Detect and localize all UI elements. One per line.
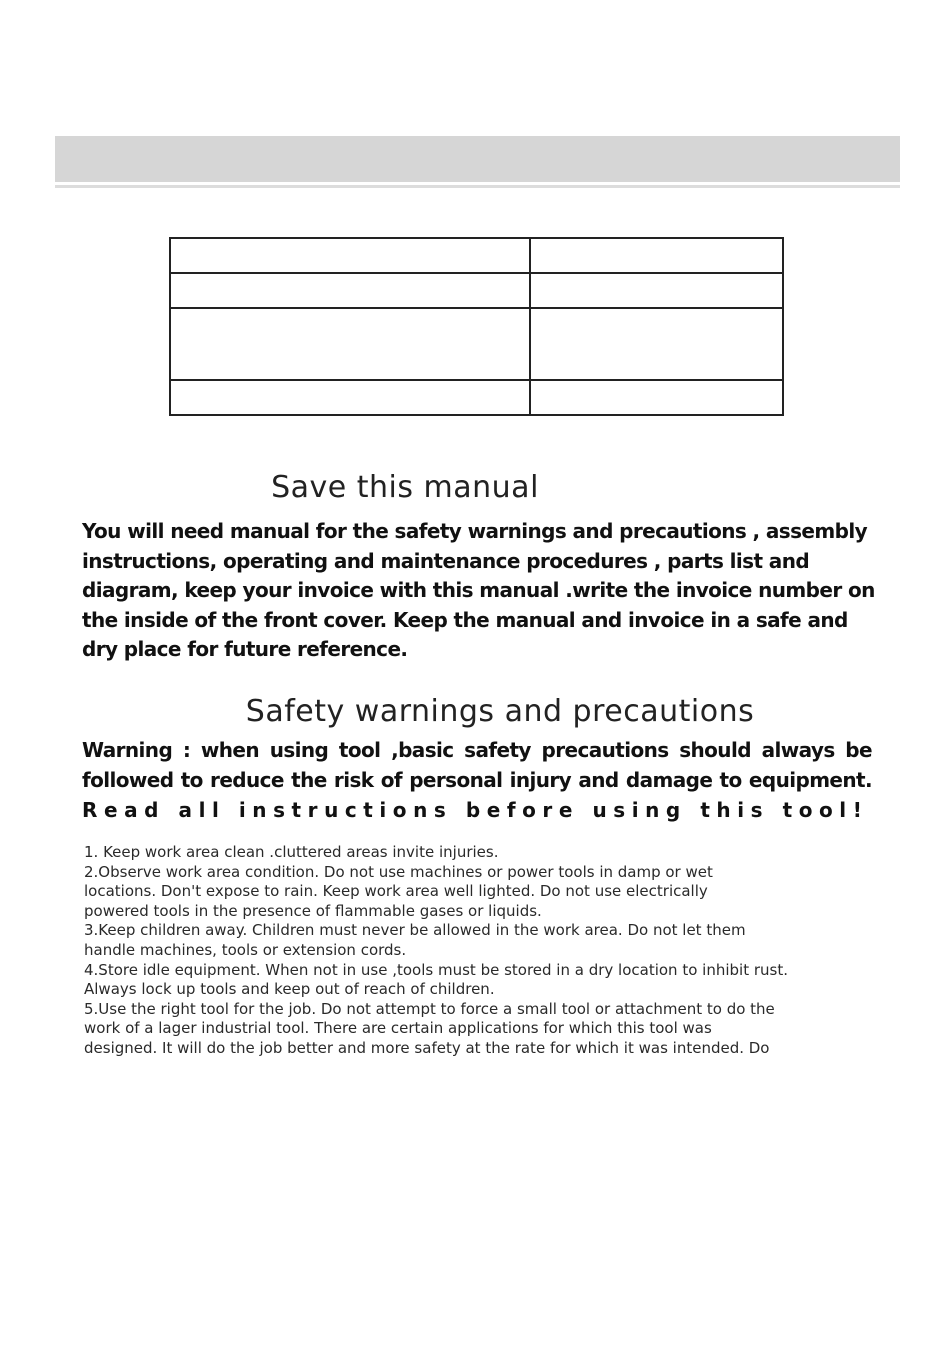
- header-divider: [55, 185, 900, 188]
- header-band: [55, 136, 900, 182]
- list-item: work of a lager industrial tool. There are certain applications for which this tool was: [84, 1019, 712, 1038]
- table-cell-label: [170, 380, 530, 415]
- read-all-glyph: l: [839, 798, 847, 822]
- read-all-glyph: n: [645, 798, 660, 822]
- read-all-glyph: f: [506, 798, 516, 822]
- read-all-glyph: b: [465, 798, 481, 822]
- warning-line: Warning : when using tool ,basic safety precautions should always be: [82, 738, 872, 762]
- spec-table: [169, 237, 784, 416]
- read-all-glyph: e: [558, 798, 573, 822]
- save-manual-line: dry place for future reference.: [82, 637, 408, 661]
- list-item: locations. Don't expose to rain. Keep work area well lighted. Do not use electrically: [84, 882, 708, 901]
- table-cell-value: [530, 308, 783, 380]
- read-all-glyph: s: [273, 798, 285, 822]
- table-cell-value: [530, 380, 783, 415]
- read-all-glyph: [165, 796, 172, 825]
- read-all-glyph: d: [144, 798, 159, 822]
- read-all-glyph: a: [124, 798, 138, 822]
- read-all-glyph: o: [819, 798, 833, 822]
- table-cell-label: [170, 238, 530, 273]
- read-all-glyph: s: [433, 798, 446, 822]
- read-all-glyph: a: [178, 798, 193, 822]
- table-cell-value: [530, 273, 783, 308]
- list-item: handle machines, tools or extension cords.: [84, 940, 407, 959]
- read-all-instructions: [82, 796, 862, 825]
- read-all-glyph: r: [542, 798, 553, 822]
- safety-title: Safety warnings and precautions: [245, 694, 755, 729]
- save-manual-title: Save this manual: [271, 470, 539, 505]
- read-all-glyph: r: [307, 798, 318, 822]
- list-item: 4.Store idle equipment. When not in use ,tools must be stored in a dry location to inhibit rust.: [84, 960, 788, 979]
- list-item: 2.Observe work area condition. Do not use machines or power tools in damp or wet: [84, 862, 713, 881]
- table-cell-label: [170, 308, 530, 380]
- read-all-glyph: t: [700, 798, 710, 822]
- list-item: designed. It will do the job better and more safety at the rate for which it was intended. Do: [84, 1038, 770, 1057]
- read-all-glyph: i: [238, 798, 246, 822]
- read-all-glyph: c: [344, 798, 357, 822]
- warning-text: [82, 736, 872, 795]
- safety-rules-list: [84, 843, 884, 1059]
- read-all-glyph: t: [291, 798, 302, 822]
- read-all-glyph: s: [750, 798, 763, 822]
- table-cell-value: [530, 238, 783, 273]
- read-all-glyph: u: [592, 798, 607, 822]
- read-all-glyph: u: [324, 798, 339, 822]
- read-all-glyph: o: [392, 798, 407, 822]
- read-all-glyph: n: [252, 798, 267, 822]
- save-manual-line: You will need manual for the safety warnings and precautions , assembly: [82, 519, 868, 543]
- read-all-glyph: l: [211, 798, 219, 822]
- list-item: 5.Use the right tool for the job. Do not attempt to force a small tool or attachment to do the: [84, 999, 775, 1018]
- save-manual-line: instructions, operating and maintenance procedures , parts list and: [82, 548, 810, 573]
- read-all-glyph: i: [379, 798, 387, 822]
- read-all-glyph: [769, 796, 776, 825]
- save-manual-body: [82, 517, 882, 665]
- read-all-glyph: [579, 796, 586, 825]
- save-manual-line: diagram, keep your invoice with this manual .write the invoice number on: [82, 578, 875, 602]
- read-all-glyph: g: [665, 798, 681, 822]
- read-all-glyph: i: [737, 798, 745, 822]
- read-all-glyph: e: [103, 798, 118, 822]
- list-item: 1. Keep work area clean .cluttered areas invite injuries.: [84, 843, 499, 861]
- read-all-glyph: [452, 796, 459, 825]
- read-all-glyph: o: [798, 798, 813, 822]
- read-all-glyph: s: [613, 798, 626, 822]
- read-all-glyph: e: [486, 798, 501, 822]
- table-cell-label: [170, 273, 530, 308]
- save-manual-line: the inside of the front cover. Keep the manual and invoice in a safe and: [82, 607, 848, 632]
- table-row: [170, 238, 783, 273]
- list-item: powered tools in the presence of flammable gases or liquids.: [84, 901, 542, 920]
- read-all-glyph: l: [198, 798, 206, 822]
- read-all-glyph: !: [852, 798, 862, 822]
- list-item: Always lock up tools and keep out of reach of children.: [84, 980, 495, 999]
- warning-line: followed to reduce the risk of personal injury and damage to equipment.: [82, 767, 872, 792]
- read-all-glyph: [687, 796, 694, 825]
- table-row: [170, 308, 783, 380]
- table-row: [170, 380, 783, 415]
- list-item: 3.Keep children away. Children must never be allowed in the work area. Do not let them: [84, 921, 746, 940]
- read-all-glyph: t: [782, 798, 793, 822]
- read-all-glyph: n: [413, 798, 428, 822]
- table-row: [170, 273, 783, 308]
- read-all-glyph: i: [631, 798, 639, 822]
- read-all-glyph: [225, 796, 232, 825]
- read-all-glyph: R: [82, 798, 98, 822]
- read-all-glyph: h: [716, 798, 731, 822]
- read-all-glyph: o: [522, 798, 536, 822]
- read-all-glyph: t: [363, 798, 373, 822]
